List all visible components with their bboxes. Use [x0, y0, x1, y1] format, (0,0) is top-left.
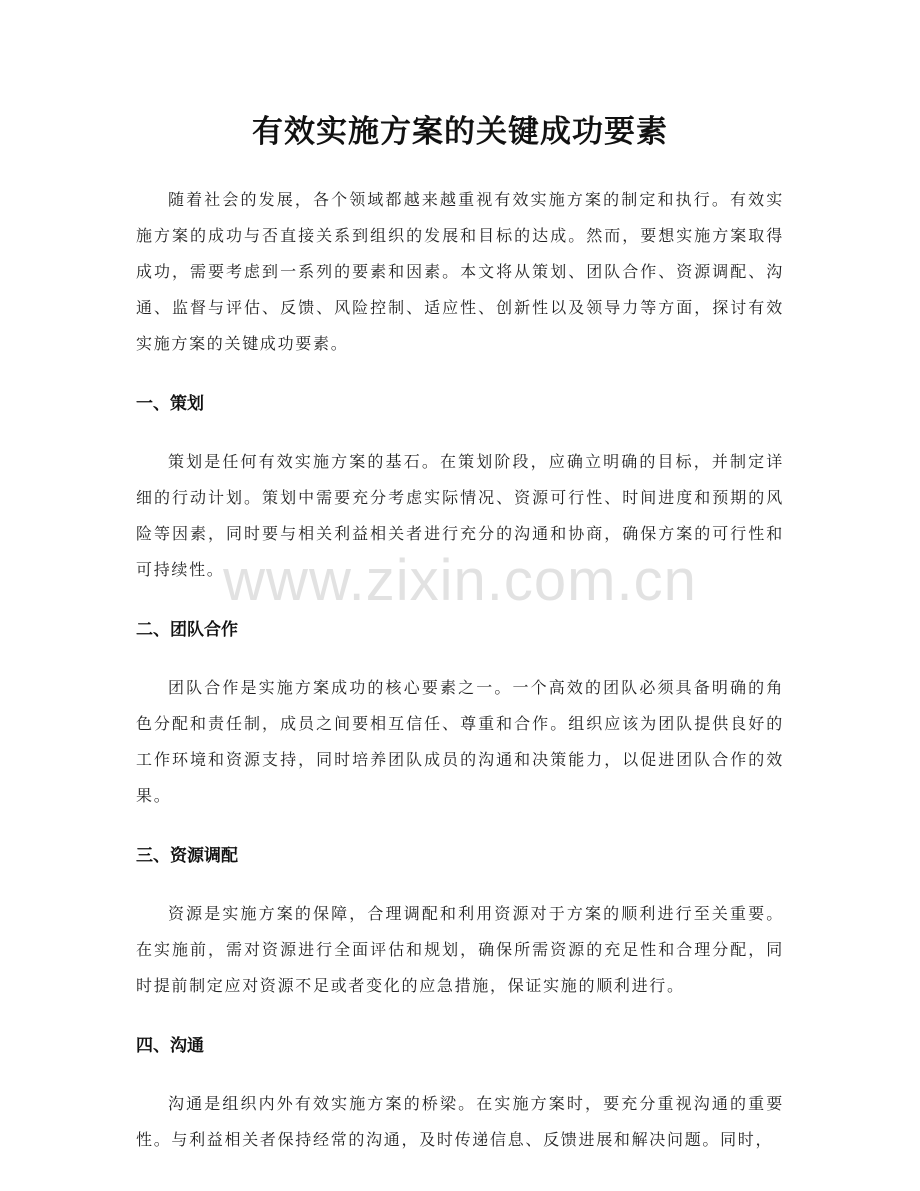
section-resources: [136, 838, 784, 1004]
section-paragraph: 资源是实施方案的保障，合理调配和利用资源对于方案的顺利进行至关重要。在实施前，需对资源进行全面评估和规划，确保所需资源的充足性和合理分配，同时提前制定应对资源不足或者变化的应急措施，保证实施的顺利进行。: [136, 904, 784, 995]
section-paragraph: 策划是任何有效实施方案的基石。在策划阶段，应确立明确的目标，并制定详细的行动计划。策划中需要充分考虑实际情况、资源可行性、时间进度和预期的风险等因素，同时要与相关利益相关者进行充分的沟通和协商，确保方案的可行性和可持续性。: [136, 452, 784, 579]
section-heading: 三、资源调配: [136, 846, 238, 866]
intro-paragraph: 随着社会的发展，各个领域都越来越重视有效实施方案的制定和执行。有效实施方案的成功与否直接关系到组织的发展和目标的达成。然而，要想实施方案取得成功，需要考虑到一系列的要素和因素。本文将从策划、团队合作、资源调配、沟通、监督与评估、反馈、风险控制、适应性、创新性以及领导力等方面，探讨有效实施方案的关键成功要素。: [136, 190, 784, 353]
section-heading: 四、沟通: [136, 1036, 204, 1056]
section-communication: [136, 1028, 784, 1158]
document-body: [136, 182, 784, 1158]
section-paragraph: 团队合作是实施方案成功的核心要素之一。一个高效的团队必须具备明确的角色分配和责任制，成员之间要相互信任、尊重和合作。组织应该为团队提供良好的工作环境和资源支持，同时培养团队成员的沟通和决策能力，以促进团队合作的效果。: [136, 678, 784, 805]
section-heading: 二、团队合作: [136, 620, 238, 640]
watermark-text: www.zixin.com.cn: [223, 548, 697, 613]
section-planning: [136, 386, 784, 588]
document-title: 有效实施方案的关键成功要素: [252, 114, 668, 150]
section-heading: 一、策划: [136, 394, 204, 414]
section-teamwork: [136, 612, 784, 814]
section-paragraph: 沟通是组织内外有效实施方案的桥梁。在实施方案时，要充分重视沟通的重要性。与利益相关者保持经常的沟通，及时传递信息、反馈进展和解决问题。同时，: [136, 1094, 784, 1149]
